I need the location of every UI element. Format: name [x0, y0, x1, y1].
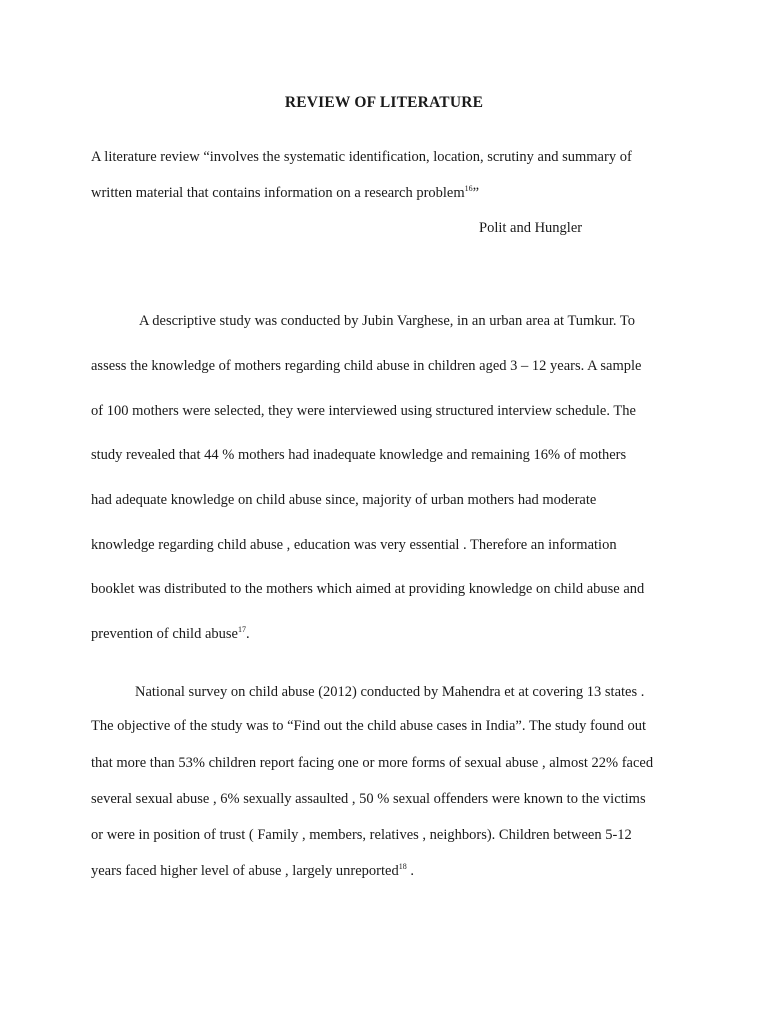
p2-line-2: The objective of the study was to “Find out the child abuse cases in India”. The study found out — [91, 718, 647, 734]
p1-line-2: assess the knowledge of mothers regarding child abuse in children aged 3 – 12 years. A sample — [91, 358, 642, 374]
intro-line-2-text: written material that contains information on a research problem — [91, 185, 465, 201]
p1-line-3: of 100 mothers were selected, they were interviewed using structured interview schedule. The — [91, 403, 636, 419]
p1-line-5: had adequate knowledge on child abuse since, majority of urban mothers had moderate — [91, 492, 597, 508]
intro-line-2 — [91, 184, 479, 202]
p1-line-7: booklet was distributed to the mothers which aimed at providing knowledge on child abuse and — [91, 581, 645, 597]
p2-last-text: years faced higher level of abuse , largely unreported — [91, 863, 399, 879]
p2-line-4: several sexual abuse , 6% sexually assaulted , 50 % sexual offenders were known to the victims — [91, 791, 646, 807]
intro-line-2-end: ” — [472, 185, 480, 201]
intro-line-1: A literature review “involves the systematic identification, location, scrutiny and summary of — [91, 149, 632, 165]
p1-line-4: study revealed that 44 % mothers had inadequate knowledge and remaining 16% of mothers — [91, 447, 627, 463]
p1-line-8 — [91, 625, 250, 643]
page-title: REVIEW OF LITERATURE — [284, 94, 484, 111]
citation-18: 18 — [398, 862, 407, 872]
quote-attribution: Polit and Hungler — [479, 220, 583, 236]
p2-line-6 — [91, 862, 414, 880]
citation-17: 17 — [237, 625, 246, 635]
p1-line-6: knowledge regarding child abuse , education was very essential . Therefore an information — [91, 537, 617, 553]
p1-last-end: . — [245, 626, 250, 642]
p2-line-5: or were in position of trust ( Family , members, relatives , neighbors). Children between 5-12 — [91, 827, 632, 843]
p2-line-1: National survey on child abuse (2012) conducted by Mahendra et at covering 13 states . — [135, 684, 645, 700]
citation-16: 16 — [464, 184, 473, 194]
p1-last-text: prevention of child abuse — [91, 626, 238, 642]
p1-line-1: A descriptive study was conducted by Jubin Varghese, in an urban area at Tumkur. To — [139, 313, 635, 329]
p2-last-end: . — [406, 863, 414, 879]
p2-line-3: that more than 53% children report facing one or more forms of sexual abuse , almost 22% faced — [91, 755, 654, 771]
